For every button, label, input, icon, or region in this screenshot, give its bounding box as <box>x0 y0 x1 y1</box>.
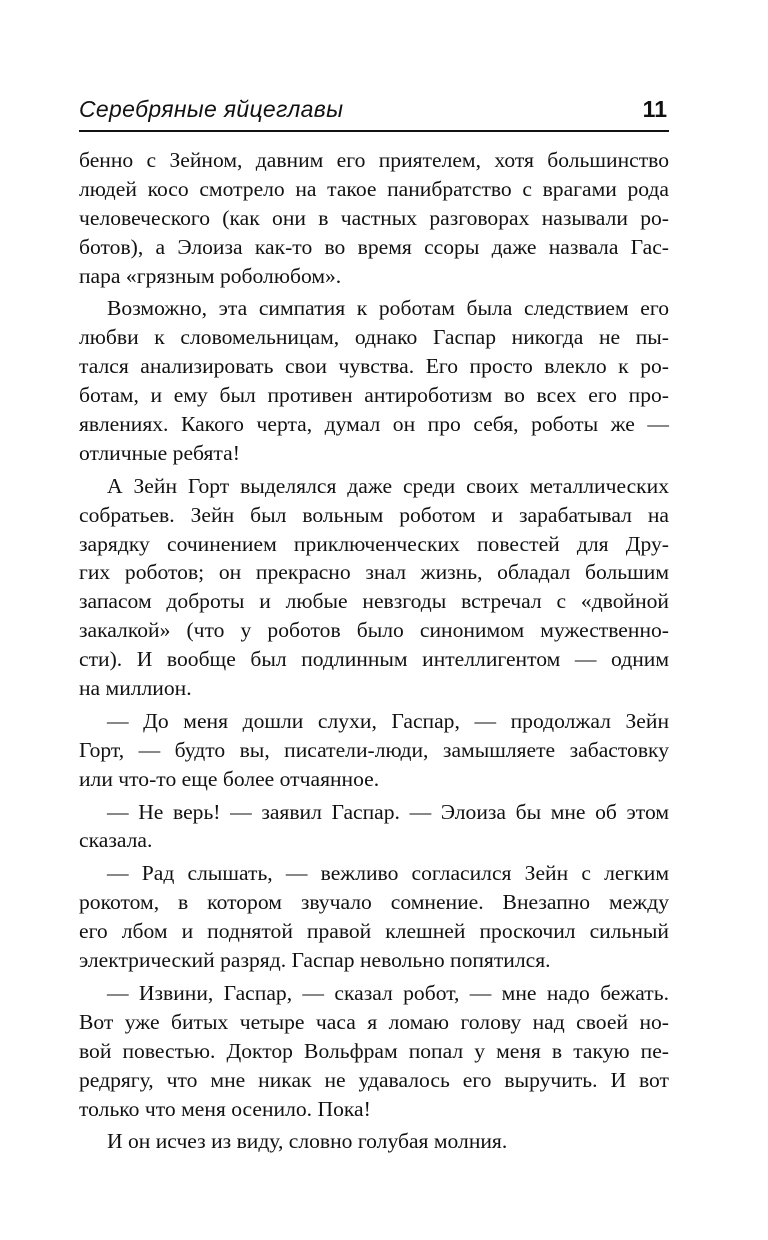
text-line: Вот уже битых четыре часа я ломаю голову над своей но- <box>79 1009 669 1034</box>
text-line: пара «грязным роболюбом». <box>79 263 342 288</box>
text-line: сти). И вообще был подлинным интеллигентом — одним <box>79 647 669 672</box>
body-text <box>79 146 669 1160</box>
text-line: сказала. <box>79 828 153 853</box>
text-line: тался анализировать свои чувства. Его просто влекло к ро- <box>79 354 669 379</box>
paragraph <box>79 859 669 975</box>
text-line: рокотом, в котором звучало сомнение. Внезапно между <box>79 890 669 915</box>
page-number: 11 <box>642 96 667 122</box>
text-line: Горт, — будто вы, писатели-люди, замышляете забастовку <box>79 737 669 762</box>
text-line: — Извини, Гаспар, — сказал робот, — мне надо бежать. <box>107 980 669 1005</box>
running-title: Серебряные яйцеглавы <box>79 96 344 122</box>
text-line: — Рад слышать, — вежливо согласился Зейн с легким <box>107 861 669 886</box>
text-line: — До меня дошли слухи, Гаспар, — продолжал Зейн <box>107 708 669 733</box>
paragraph <box>79 472 669 703</box>
paragraph <box>79 146 669 290</box>
text-line: бенно с Зейном, давним его приятелем, хотя большинство <box>79 148 669 172</box>
text-line: закалкой» (что у роботов было синонимом мужественно- <box>79 618 669 643</box>
text-line: гих роботов; он прекрасно знал жизнь, обладал большим <box>79 560 669 585</box>
text-line: зарядку сочинением приключенческих повестей для Дру- <box>79 531 669 556</box>
text-line: — Не верь! — заявил Гаспар. — Элоиза бы мне об этом <box>107 799 669 824</box>
text-line: на миллион. <box>79 676 192 701</box>
text-line: ботам, и ему был противен антироботизм во всех его про- <box>79 383 669 408</box>
text-line: А Зейн Горт выделялся даже среди своих металлических <box>107 473 669 498</box>
paragraph <box>79 1127 669 1156</box>
text-line: запасом доброты и любые невзгоды встречал с «двойной <box>79 589 669 614</box>
text-line: явлениях. Какого черта, думал он про себя, роботы же — <box>79 412 669 437</box>
paragraph <box>79 707 669 794</box>
text-line: людей косо смотрело на такое панибратство с врагами рода <box>79 176 669 201</box>
paragraph <box>79 979 669 1123</box>
text-line: редрягу, что мне никак не удавалось его выручить. И вот <box>79 1067 669 1092</box>
text-line: его лбом и поднятой правой клешней проскочил сильный <box>79 919 669 944</box>
text-line: или что-то еще более отчаянное. <box>79 766 380 791</box>
text-line: электрический разряд. Гаспар невольно попятился. <box>79 948 551 973</box>
text-line: человеческого (как они в частных разговорах называли ро- <box>79 205 669 230</box>
paragraph <box>79 798 669 856</box>
text-line: вой повестью. Доктор Вольфрам попал у меня в такую пе- <box>79 1038 669 1063</box>
text-line: любви к словомельницам, однако Гаспар никогда не пы- <box>79 325 669 350</box>
paragraph <box>79 294 669 467</box>
running-header <box>79 94 669 132</box>
text-line: Возможно, эта симпатия к роботам была следствием его <box>107 296 669 321</box>
text-line: собратьев. Зейн был вольным роботом и зарабатывал на <box>79 502 669 527</box>
text-line: И он исчез из виду, словно голубая молния. <box>107 1129 508 1154</box>
text-line: только что меня осенило. Пока! <box>79 1096 371 1121</box>
text-line: ботов), а Элоиза как-то во время ссоры даже назвала Гас- <box>79 234 669 259</box>
text-line: отличные ребята! <box>79 440 240 465</box>
